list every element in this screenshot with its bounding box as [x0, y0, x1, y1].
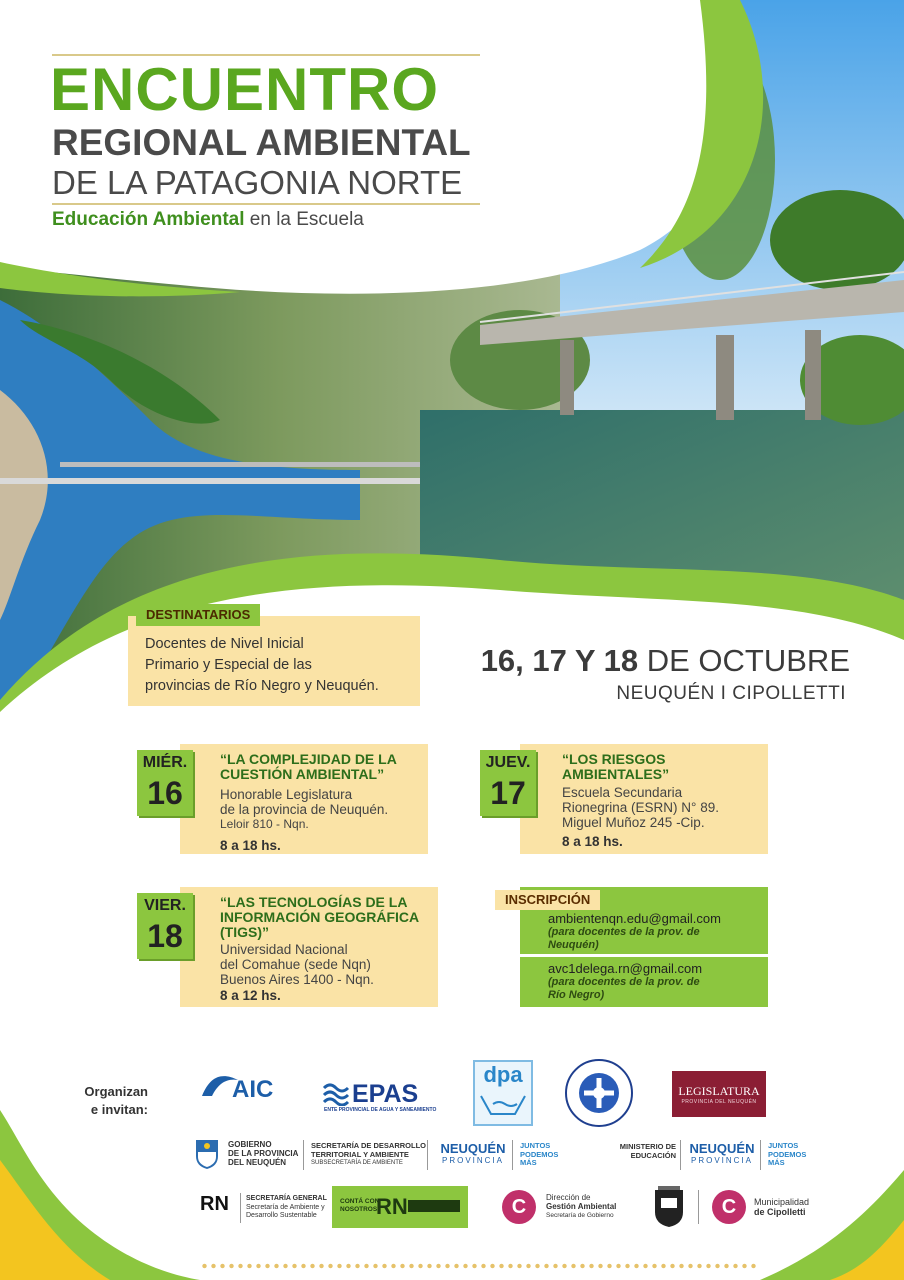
gobierno-line: GOBIERNO	[228, 1140, 272, 1149]
juntos-line: JUNTOS	[520, 1141, 551, 1150]
session-venue: Rionegrina (ESRN) N° 89.	[562, 800, 719, 815]
juntos-line: JUNTOS	[768, 1141, 799, 1150]
epas-logo	[322, 1080, 437, 1116]
session-title: INFORMACIÓN GEOGRÁFICA	[220, 909, 420, 925]
day-number: 18	[147, 918, 183, 954]
day-name: MIÉR.	[142, 754, 188, 771]
neuquen-provincia-logo-2	[686, 1141, 758, 1165]
direccion-line: Dirección de	[546, 1193, 591, 1202]
conta-line: CONTÁ CON	[340, 1198, 380, 1205]
aic-logo	[198, 1068, 288, 1118]
title-regional-ambiental: REGIONAL AMBIENTAL	[52, 122, 471, 163]
session-venue: del Comahue (sede Nqn)	[220, 957, 371, 972]
event-cities: NEUQUÉN I CIPOLLETTI	[616, 683, 846, 704]
session-address: Buenos Aires 1400 - Nqn.	[220, 972, 374, 987]
session-address: Leloir 810 - Nqn.	[220, 817, 309, 831]
email-note: Neuquén)	[548, 939, 599, 951]
direccion-line: Gestión Ambiental	[546, 1202, 617, 1211]
vertical-divider	[240, 1193, 241, 1223]
session-venue: Universidad Nacional	[220, 942, 348, 957]
session-venue: Honorable Legislatura	[220, 787, 353, 802]
subtitle-bold: Educación Ambiental	[52, 209, 245, 230]
day-number: 17	[490, 775, 526, 811]
email-note: Río Negro)	[548, 989, 605, 1001]
secretaria-line: SUBSECRETARÍA DE AMBIENTE	[311, 1160, 403, 1166]
email-note: (para docentes de la prov. de	[548, 926, 700, 938]
secretaria-line: SECRETARÍA DE DESARROLLO	[311, 1141, 427, 1150]
universidad-comahue-seal	[564, 1058, 634, 1128]
event-dates-days: 16, 17 Y 18	[480, 643, 639, 678]
session-hours: 8 a 18 hs.	[562, 834, 623, 849]
neuquen-text: NEUQUÉN	[440, 1141, 506, 1156]
secretaria-line: TERRITORIAL Y AMBIENTE	[311, 1149, 409, 1159]
session-title: CUESTIÓN AMBIENTAL”	[220, 766, 385, 782]
direccion-text	[546, 1193, 616, 1220]
inscripcion-rionegro	[548, 961, 763, 1002]
title-bottom-rule	[52, 203, 480, 205]
gobierno-neuquen-logo	[194, 1138, 304, 1172]
subtitle	[52, 208, 364, 232]
event-dates	[460, 643, 850, 679]
gobierno-neuquen-text	[228, 1140, 298, 1167]
title-patagonia-norte: DE LA PATAGONIA NORTE	[52, 164, 463, 201]
day-badge-16	[137, 750, 193, 816]
municipalidad-line: de Cipolletti	[754, 1207, 806, 1217]
neuquen-provincia-logo-1	[437, 1141, 509, 1165]
municipalidad-line: Municipalidad	[754, 1197, 810, 1207]
session-hours: 8 a 18 hs.	[220, 838, 281, 853]
vertical-divider	[512, 1140, 513, 1170]
organizers-label-line: e invitan:	[90, 1102, 148, 1117]
session-title: “LA COMPLEJIDAD DE LA	[220, 751, 397, 767]
session-title: (TIGS)”	[220, 924, 269, 940]
secretaria-desarrollo-logo	[311, 1142, 431, 1168]
rn-secretaria	[246, 1195, 327, 1221]
dpa-text: dpa	[483, 1062, 523, 1087]
day-name: JUEV.	[485, 754, 531, 771]
destinatarios-line: provincias de Río Negro y Neuquén.	[145, 678, 379, 694]
juntos-line: MÁS	[520, 1158, 537, 1167]
gobierno-line: DEL NEUQUÉN	[228, 1158, 287, 1167]
session-venue: Escuela Secundaria	[562, 785, 683, 800]
aic-text: AIC	[232, 1076, 274, 1103]
day-badge-17	[480, 750, 536, 816]
destinatarios-label: DESTINATARIOS	[136, 604, 260, 626]
gobierno-line: DE LA PROVINCIA	[228, 1149, 299, 1158]
vertical-divider	[698, 1190, 699, 1224]
day-number: 16	[147, 775, 183, 811]
destinatarios-line: Primario y Especial de las	[145, 657, 312, 673]
inscripcion-neuquen	[548, 911, 763, 952]
bottom-dots	[200, 1262, 760, 1270]
dpa-logo	[473, 1060, 533, 1126]
conta-text	[340, 1198, 379, 1214]
title-encuentro: ENCUENTRO	[50, 56, 440, 123]
rn-sec-line: Secretaría de Ambiente y	[246, 1203, 325, 1211]
session-content-16	[220, 752, 425, 853]
rio-negro-gobierno-logo	[200, 1191, 327, 1225]
municipalidad-text	[754, 1197, 809, 1217]
juntos-line: PODEMOS	[520, 1149, 559, 1159]
direccion-line: Secretaría de Gobierno	[546, 1212, 614, 1219]
day-badge-18	[137, 893, 193, 959]
session-title: AMBIENTALES”	[562, 766, 670, 782]
ministerio-educacion-logo	[612, 1143, 676, 1160]
conta-bar	[408, 1200, 460, 1212]
cipolletti-crest-icon	[652, 1186, 686, 1228]
ministerio-line: EDUCACIÓN	[630, 1150, 676, 1160]
neuquen-shield-icon	[194, 1138, 220, 1170]
legislatura-subtext: PROVINCIA DEL NEUQUÉN	[681, 1099, 757, 1105]
event-dates-month: DE OCTUBRE	[638, 643, 850, 678]
juntos-line: MÁS	[768, 1158, 785, 1167]
rn-text-badge: RN	[376, 1194, 408, 1219]
municipalidad-cipolletti-logo	[712, 1190, 822, 1226]
session-content-17	[562, 752, 762, 849]
legislatura-logo	[672, 1071, 766, 1117]
session-hours: 8 a 12 hs.	[220, 988, 281, 1003]
provincia-text: PROVINCIA	[441, 1156, 504, 1165]
vertical-divider	[760, 1140, 761, 1170]
session-title: “LAS TECNOLOGÍAS DE LA	[220, 894, 408, 910]
cipolletti-c-icon: C	[712, 1190, 746, 1224]
vertical-divider	[427, 1140, 428, 1170]
destinatarios-text	[145, 634, 415, 697]
neuquen-text: NEUQUÉN	[689, 1141, 755, 1156]
organizers-label	[68, 1083, 148, 1119]
subtitle-rest: en la Escuela	[244, 209, 364, 230]
email-note: (para docentes de la prov. de	[548, 976, 700, 988]
rn-sec-line: Desarrollo Sustentable	[246, 1212, 317, 1219]
conta-line: NOSOTROS	[340, 1206, 378, 1213]
session-address: Miguel Muñoz 245 -Cip.	[562, 815, 705, 830]
cipolletti-c-icon: C	[502, 1190, 536, 1224]
rn-sec-line: SECRETARÍA GENERAL	[246, 1195, 327, 1202]
juntos-podemos-mas-2	[768, 1142, 806, 1168]
conta-con-nosotros-logo	[332, 1186, 468, 1228]
vertical-divider	[303, 1140, 304, 1170]
rn-text: RN	[200, 1193, 229, 1215]
session-title: “LOS RIESGOS	[562, 751, 666, 767]
ministerio-line: MINISTERIO DE	[619, 1142, 676, 1151]
epas-text: EPAS	[352, 1080, 419, 1108]
juntos-line: PODEMOS	[768, 1149, 807, 1159]
email-rionegro[interactable]: avc1delega.rn@gmail.com	[548, 961, 703, 976]
epas-subtext: ENTE PROVINCIAL DE AGUA Y SANEAMIENTO	[324, 1107, 437, 1113]
inscripcion-label: INSCRIPCIÓN	[495, 890, 600, 910]
epas-wave-icon	[322, 1082, 350, 1106]
vertical-divider	[680, 1140, 681, 1170]
day-name: VIER.	[144, 897, 186, 914]
direccion-gestion-ambiental-logo	[502, 1190, 632, 1226]
provincia-text: PROVINCIA	[690, 1156, 753, 1165]
session-venue: de la provincia de Neuquén.	[220, 802, 389, 817]
organizers-label-line: Organizan	[84, 1084, 148, 1099]
dpa-water-icon	[475, 1088, 531, 1118]
session-content-18	[220, 895, 435, 1003]
juntos-podemos-mas-1	[520, 1142, 558, 1168]
email-neuquen[interactable]: ambientenqn.edu@gmail.com	[548, 911, 721, 926]
inscripcion-divider	[520, 954, 768, 957]
destinatarios-line: Docentes de Nivel Inicial	[145, 636, 304, 652]
legislatura-text: LEGISLATURA	[678, 1084, 760, 1098]
